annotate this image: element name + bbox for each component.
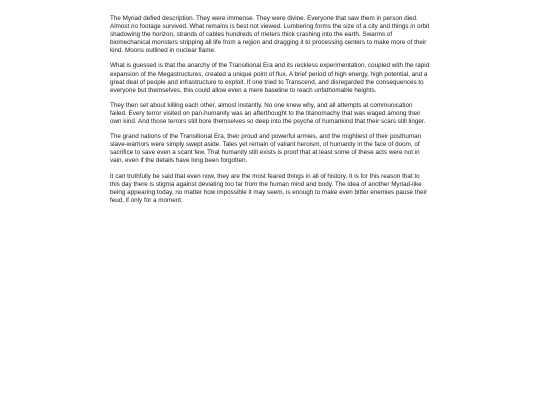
- paragraph-3: They then set about killing each other, almost instantly. No one knew why, and all attempts at communication failed. Every terror visited on pan-humanity was an afterthought to the titanomachy that was waged among their own kind. And those terrors still bore themselves so deep into the psyche of humankind that their scars still linger.: [110, 101, 426, 126]
- document-body: [110, 15, 430, 212]
- paragraph-1: The Myriad defied description. They were immense. They were divine. Everyone that saw them in person died. Almost no footage survived. What remains is best not viewed. Lumbering forms the size of a city and things in orbit shadowing the horizon, strands of cables hundreds of meters thick crashing into the earth. Swarms of biomechanical monsters stripping all life from a region and dragging it to processing centers to make more of their kind. Moons outlined in nuclear flame.: [110, 15, 430, 55]
- paragraph-2: What is guessed is that the anarchy of the Transitional Era and its reckless experimentation, coupled with the rapid expansion of the Megastructures, created a unique point of flux. A brief period of high energy, high potential, and a great deal of people and infrastructure to exploit. If one tried to Transcend, and disregarded the consequences to everyone but themselves, this could allow even a mere baseline to reach unfathomable heights.: [110, 62, 430, 94]
- paragraph-4: The grand nations of the Transitional Era, their proud and powerful armies, and the mightiest of their posthuman slave-warriors were simply swept aside. Tales yet remain of valiant heroism, of humanity in the face of doom, of sacrifice to save even a scant few. That humanity still exists is proof that at least some of these acts were not in vain, even if the details have long been forgotten.: [110, 133, 422, 165]
- paragraph-5: It can truthfully be said that even now, they are the most feared things in all of history. It is for this reason that to this day there is stigma against deviating too far from the human mind and body. The idea of another Myriad-like being appearing today, no matter how impossible it may seem, is enough to make even bitter enemies pause their feud, if only for a moment.: [110, 172, 428, 204]
